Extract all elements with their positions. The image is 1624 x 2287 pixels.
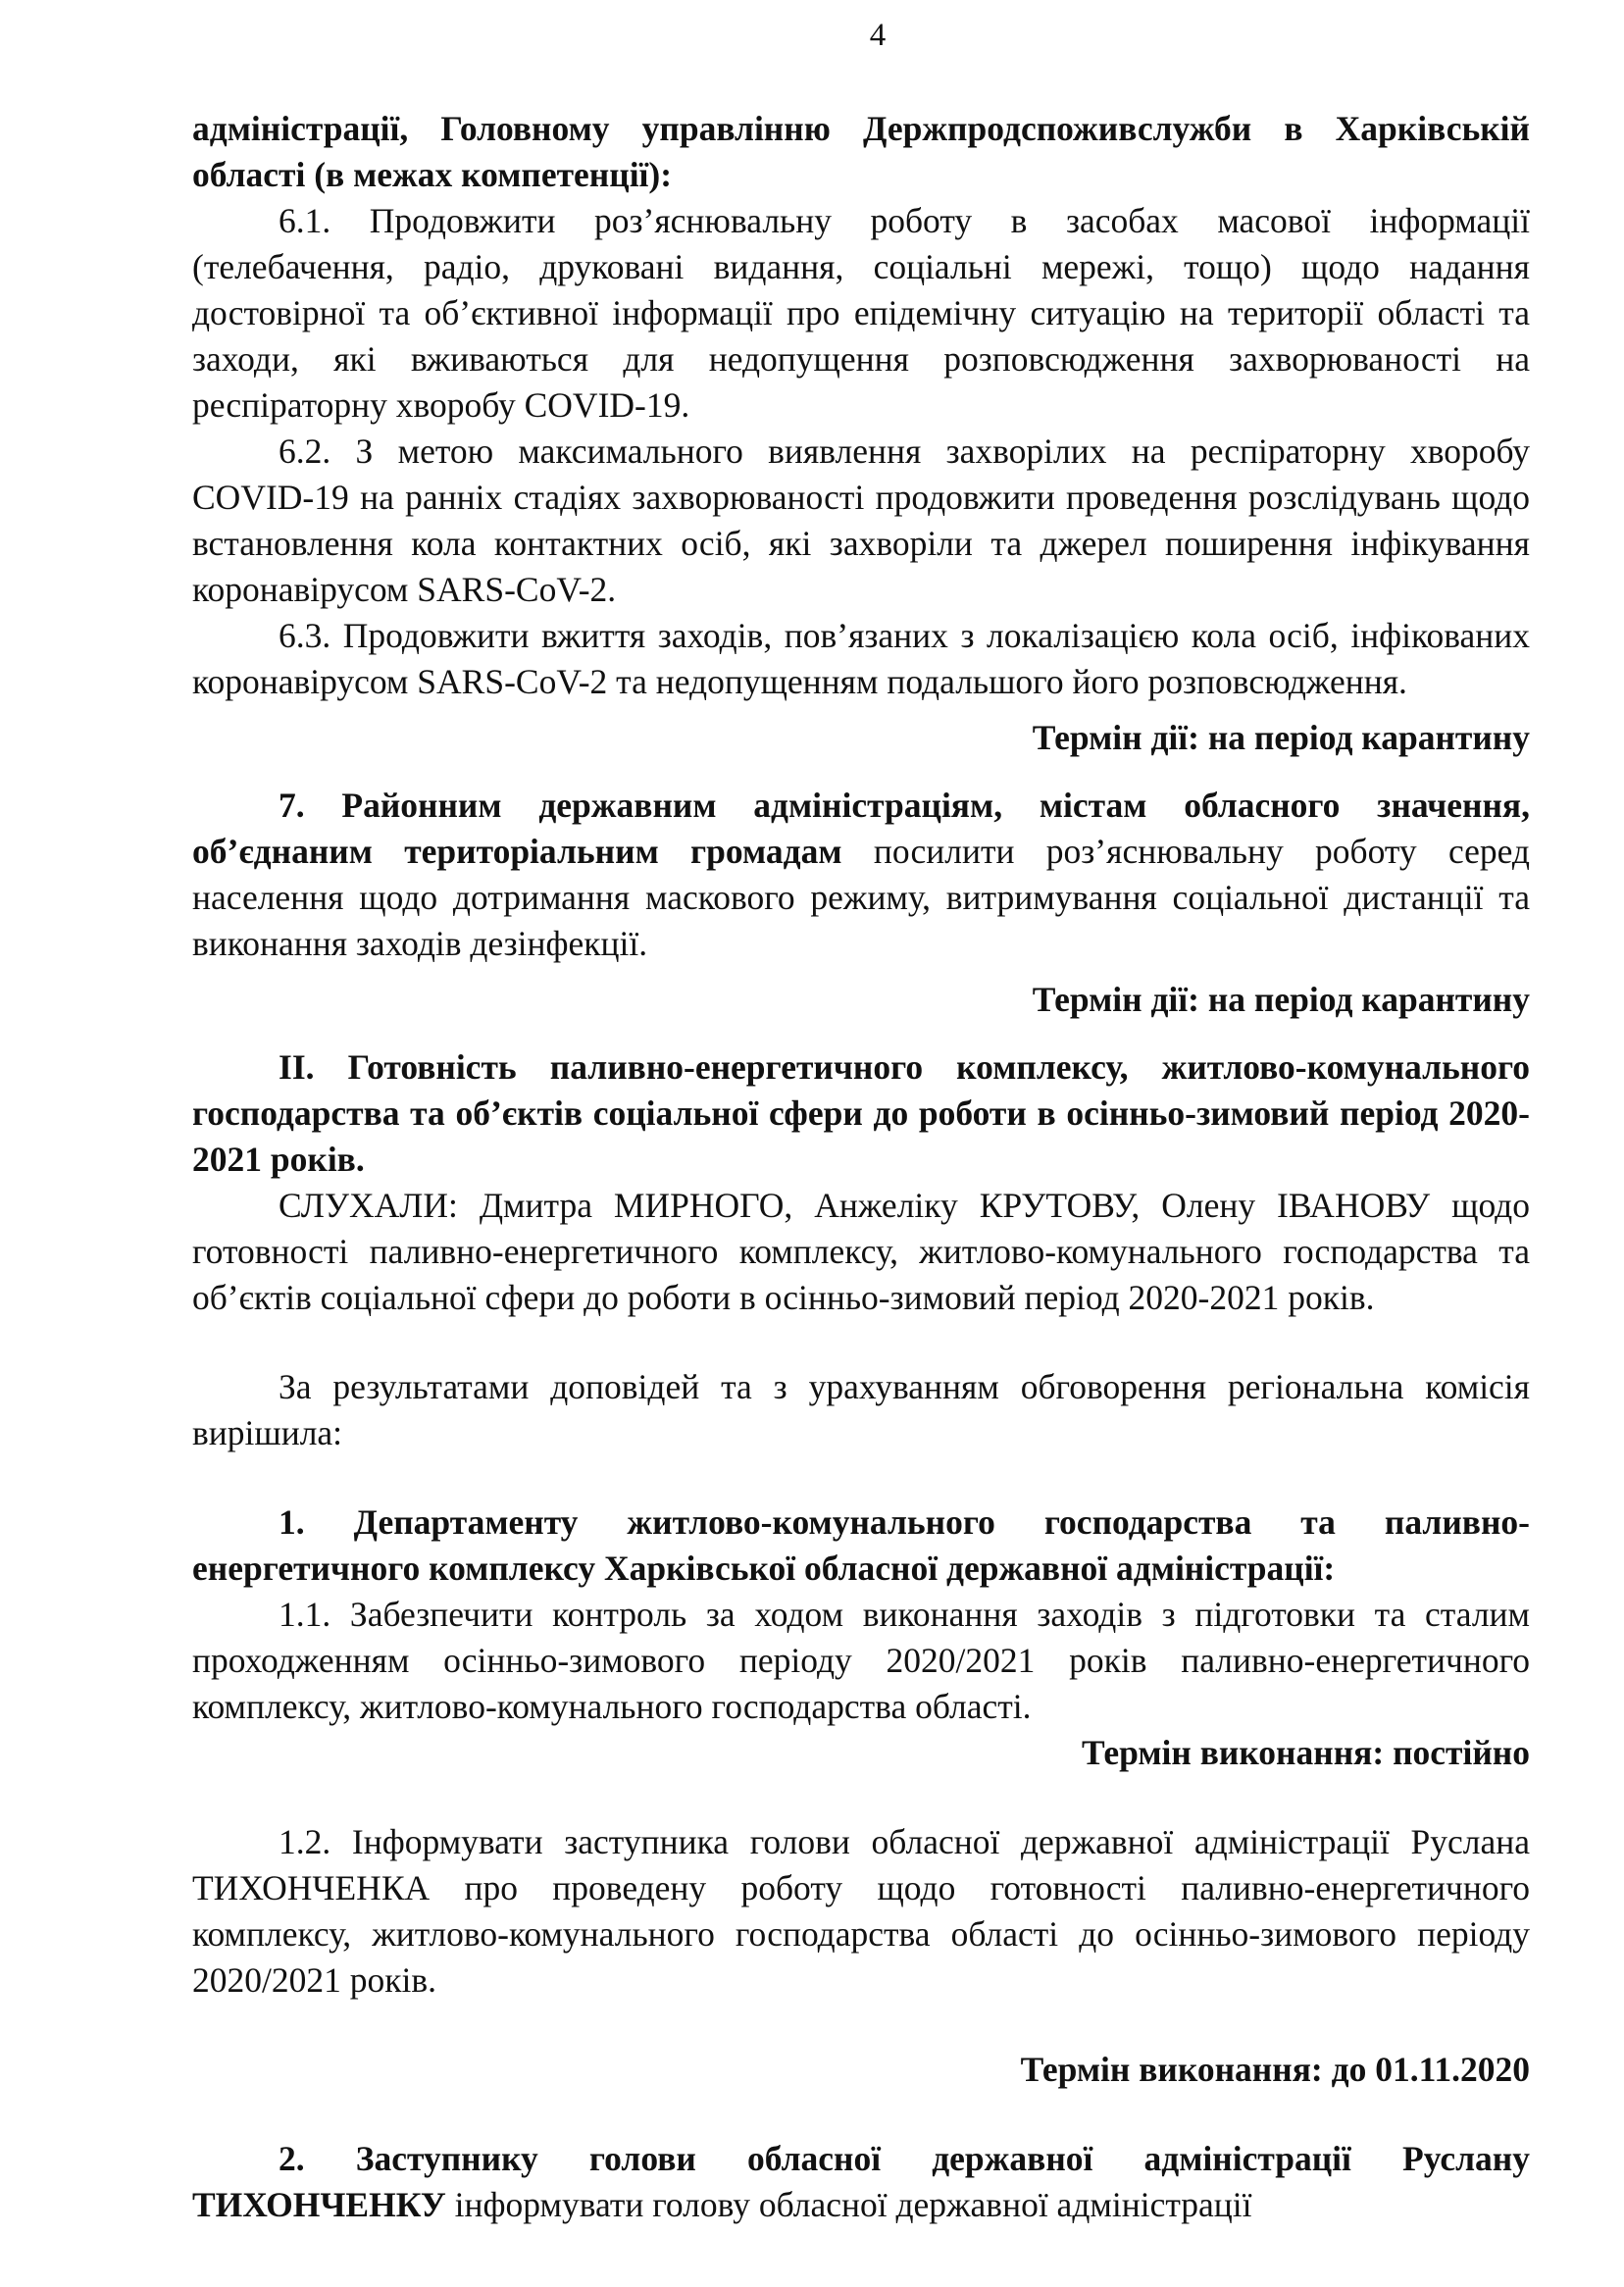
deadline-line: Термін виконання: до 01.11.2020	[1020, 2050, 1530, 2089]
document-body	[192, 106, 1530, 2228]
section-heading-ii: ІІ. Готовність паливно-енергетичного комплексу, житлово-комунального господарства та об’єктів соціальної сфери до роботи в осінньо-зимовий період 2020-2021 років.	[192, 1047, 1530, 1179]
deadline-line: Термін дії: на період карантину	[1032, 980, 1530, 1019]
item-7-addressees: 7. Районним державним адміністраціям, містам обласного значення, об’єднаним територіальним громадам	[192, 786, 1530, 871]
item-2-instruction: інформувати голову обласної державної адміністрації	[445, 2185, 1252, 2224]
deadline-line: Термін дії: на період карантину	[1032, 718, 1530, 757]
paragraph-item-1-addressee: 1. Департаменту житлово-комунального господарства та паливно-енергетичного комплексу Харківської обласної державної адміністрації:	[192, 1502, 1530, 1588]
item-7-instruction: посилити роз’яснювальну роботу серед населення щодо дотримання маскового режиму, витримування соціальної дистанції та виконання заходів дезінфекції.	[192, 832, 1530, 963]
paragraph-item-2	[192, 2136, 1530, 2228]
deadline-line: Термін виконання: постійно	[1082, 1733, 1530, 1772]
paragraph-item-7	[192, 783, 1530, 967]
paragraph-addressee-continuation: адміністрації, Головному управлінню Держпродспоживслужби в Харківській області (в межах компетенції):	[192, 109, 1530, 194]
paragraph-item-6-2: 6.2. З метою максимального виявлення захворілих на респіраторну хворобу COVID-19 на ранніх стадіях захворюваності продовжити проведення розслідувань щодо встановлення кола контактних осіб, які захворіли та джерел поширення інфікування коронавірусом SARS-CoV-2.	[192, 432, 1530, 609]
paragraph-heard: СЛУХАЛИ: Дмитра МИРНОГО, Анжеліку КРУТОВУ, Олену ІВАНОВУ щодо готовності паливно-енергетичного комплексу, житлово-комунального господарства та об’єктів соціальної сфери до роботи в осінньо-зимовий період 2020-2021 років.	[192, 1186, 1530, 1317]
paragraph-item-6-1: 6.1. Продовжити роз’яснювальну роботу в засобах масової інформації (телебачення, радіо, друковані видання, соціальні мережі, тощо) щодо надання достовірної та об’єктивної інформації про епідемічну ситуацію на території області та заходи, які вживаються для недопущення розповсюдження захворюваності на респіраторну хворобу COVID-19.	[192, 201, 1530, 425]
paragraph-item-1-2: 1.2. Інформувати заступника голови обласної державної адміністрації Руслана ТИХОНЧЕНКА про проведену роботу щодо готовності паливно-енергетичного комплексу, житлово-комунального господарства області до осінньо-зимового періоду 2020/2021 років.	[192, 1822, 1530, 2000]
paragraph-item-6-3: 6.3. Продовжити вжиття заходів, пов’язаних з локалізацією кола осіб, інфікованих коронавірусом SARS-CoV-2 та недопущенням подальшого його розповсюдження.	[192, 616, 1530, 701]
paragraph-decision-intro: За результатами доповідей та з урахуванням обговорення регіональна комісія вирішила:	[192, 1367, 1530, 1452]
page-number: 4	[869, 18, 887, 53]
paragraph-item-1-1: 1.1. Забезпечити контроль за ходом виконання заходів з підготовки та сталим проходженням осінньо-зимового періоду 2020/2021 років паливно-енергетичного комплексу, житлово-комунального господарства області.	[192, 1595, 1530, 1726]
item-2-addressee: 2. Заступнику голови обласної державної адміністрації Руслану ТИХОНЧЕНКУ	[192, 2139, 1530, 2224]
